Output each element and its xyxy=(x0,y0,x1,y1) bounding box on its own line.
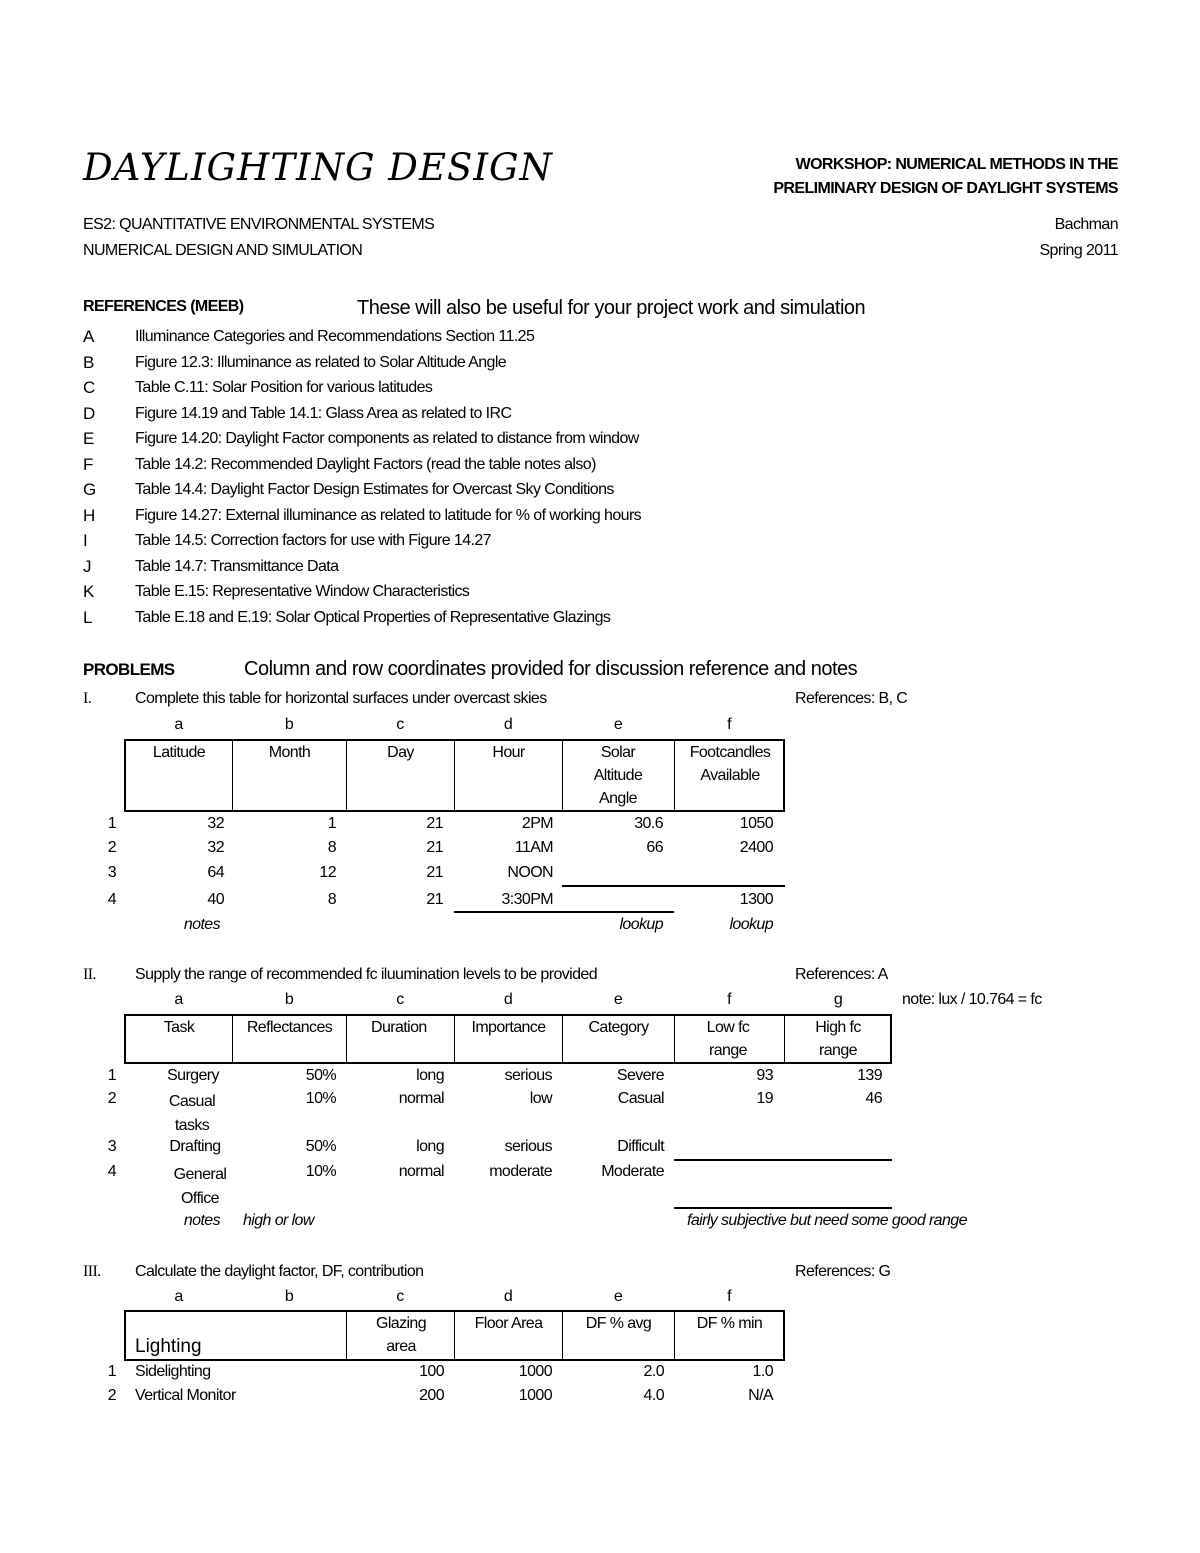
cell-day: 21 xyxy=(426,815,443,832)
cell-task: Casual tasks xyxy=(168,1093,216,1134)
cell-reflectances: 10% xyxy=(305,1163,336,1180)
references-note: These will also be useful for your project work and simulation xyxy=(357,297,866,319)
cell-category: Severe xyxy=(616,1067,664,1084)
reference-text: Table 14.5: Correction factors for use with Figure 14.27 xyxy=(135,532,491,549)
cell-importance: serious xyxy=(504,1067,552,1084)
row-number: 3 xyxy=(107,864,116,881)
column-letter: d xyxy=(503,1288,513,1305)
column-letter: f xyxy=(727,991,731,1008)
column-letter: b xyxy=(284,1288,294,1305)
problem-1-text: Complete this table for horizontal surfaces under overcast skies xyxy=(135,690,547,707)
reference-letter: F xyxy=(83,455,94,474)
answer-line xyxy=(674,1207,892,1209)
cell-day: 21 xyxy=(426,891,443,908)
cell-duration: long xyxy=(416,1138,444,1155)
cell-task: Surgery xyxy=(167,1067,219,1084)
column-letter: c xyxy=(396,716,404,733)
row-number: 2 xyxy=(107,1090,116,1107)
instructor-name: Bachman xyxy=(1054,216,1118,233)
column-letter: b xyxy=(284,991,294,1008)
notes-label: notes xyxy=(183,916,220,933)
reference-letter: K xyxy=(83,582,95,601)
reference-text: Table 14.4: Daylight Factor Design Estimates for Overcast Sky Conditions xyxy=(135,481,614,498)
row-number: 1 xyxy=(107,815,116,832)
cell-df-avg: 2.0 xyxy=(643,1363,664,1380)
cell-latitude: 64 xyxy=(207,864,224,881)
cell-task: General Office xyxy=(173,1166,227,1207)
reference-text: Illuminance Categories and Recommendations Section 11.25 xyxy=(135,328,535,345)
cell-month: 12 xyxy=(319,864,336,881)
answer-line xyxy=(454,911,674,913)
problem-2-references: References: A xyxy=(795,966,888,983)
cell-df-min: 1.0 xyxy=(752,1363,773,1380)
column-letter: d xyxy=(503,716,513,733)
column-letter: b xyxy=(284,716,294,733)
divider xyxy=(346,1311,347,1360)
cell-high-fc: 139 xyxy=(857,1067,882,1084)
problem-1-references: References: B, C xyxy=(795,690,908,707)
course-name-line2: NUMERICAL DESIGN AND SIMULATION xyxy=(83,242,363,259)
cell-duration: long xyxy=(416,1067,444,1084)
header-latitude: Latitude xyxy=(152,744,206,761)
cell-solar-altitude: 30.6 xyxy=(634,815,663,832)
reference-letter: I xyxy=(83,531,88,550)
cell-reflectances: 50% xyxy=(305,1067,336,1084)
header-floor-area: Floor Area xyxy=(474,1315,543,1332)
header-importance: Importance xyxy=(471,1019,546,1036)
column-letter: a xyxy=(174,1288,183,1305)
course-name-line1: ES2: QUANTITATIVE ENVIRONMENTAL SYSTEMS xyxy=(83,216,435,233)
cell-glazing-area: 100 xyxy=(419,1363,444,1380)
problem-3-references: References: G xyxy=(795,1263,891,1280)
header-reflectances: Reflectances xyxy=(246,1019,333,1036)
reference-text: Figure 14.20: Daylight Factor components as related to distance from window xyxy=(135,430,639,447)
reference-letter: J xyxy=(83,557,92,576)
answer-line xyxy=(674,1159,892,1161)
cell-df-avg: 4.0 xyxy=(643,1387,664,1404)
divider xyxy=(674,740,675,811)
divider xyxy=(562,740,563,811)
reference-text: Figure 12.3: Illuminance as related to Solar Altitude Angle xyxy=(135,354,507,371)
problems-note: Column and row coordinates provided for discussion reference and notes xyxy=(244,658,858,680)
reference-text: Table 14.7: Transmittance Data xyxy=(135,558,339,575)
reference-letter: G xyxy=(83,480,97,499)
page-title: DAYLIGHTING DESIGN xyxy=(83,146,553,189)
cell-hour: 3:30PM xyxy=(501,891,553,908)
header-task: Task xyxy=(163,1019,195,1036)
reference-letter: C xyxy=(83,378,96,397)
references-heading: REFERENCES (MEEB) xyxy=(83,298,244,315)
note-reflectance: high or low xyxy=(243,1212,314,1229)
reference-letter: E xyxy=(83,429,95,448)
reference-text: Figure 14.19 and Table 14.1: Glass Area as related to IRC xyxy=(135,405,512,422)
cell-importance: serious xyxy=(504,1138,552,1155)
cell-hour: 11AM xyxy=(514,839,553,856)
column-letter: e xyxy=(613,991,623,1008)
column-letter: e xyxy=(613,716,623,733)
divider xyxy=(674,1015,675,1063)
cell-footcandles: 2400 xyxy=(739,839,773,856)
problem-2-number: II. xyxy=(83,966,96,983)
header-category: Category xyxy=(588,1019,649,1036)
row-number: 4 xyxy=(107,891,116,908)
cell-floor-area: 1000 xyxy=(518,1387,552,1404)
note-lookup: lookup xyxy=(619,916,663,933)
cell-footcandles: 1300 xyxy=(739,891,773,908)
problem-2-text: Supply the range of recommended fc iluumination levels to be provided xyxy=(135,966,598,983)
row-number: 4 xyxy=(107,1163,116,1180)
cell-lighting: Vertical Monitor xyxy=(135,1387,236,1404)
cell-hour: 2PM xyxy=(521,815,553,832)
header-high-fc-range: High fc range xyxy=(815,1019,861,1059)
answer-line xyxy=(562,885,785,887)
conversion-note: note: lux / 10.764 = fc xyxy=(902,991,1042,1008)
header-hour: Hour xyxy=(492,744,525,761)
header-lighting: Lighting xyxy=(135,1336,202,1357)
cell-footcandles: 1050 xyxy=(739,815,773,832)
header-footcandles-available: Footcandles Available xyxy=(689,744,771,784)
cell-reflectances: 50% xyxy=(305,1138,336,1155)
header-duration: Duration xyxy=(371,1019,427,1036)
cell-latitude: 32 xyxy=(207,815,224,832)
row-number: 1 xyxy=(107,1363,116,1380)
column-letter: a xyxy=(174,716,183,733)
cell-month: 1 xyxy=(327,815,336,832)
note-range: fairly subjective but need some good range xyxy=(687,1212,967,1229)
cell-month: 8 xyxy=(327,891,336,908)
reference-letter: H xyxy=(83,506,96,525)
row-number: 1 xyxy=(107,1067,116,1084)
problems-heading: PROBLEMS xyxy=(83,660,175,679)
cell-glazing-area: 200 xyxy=(419,1387,444,1404)
cell-floor-area: 1000 xyxy=(518,1363,552,1380)
workshop-title-line1: WORKSHOP: NUMERICAL METHODS IN THE xyxy=(795,156,1118,173)
reference-text: Table E.15: Representative Window Characteristics xyxy=(135,583,470,600)
cell-high-fc: 46 xyxy=(865,1090,882,1107)
header-df-avg: DF % avg xyxy=(585,1315,652,1332)
reference-letter: D xyxy=(83,404,96,423)
cell-latitude: 32 xyxy=(207,839,224,856)
cell-solar-altitude: 66 xyxy=(646,839,663,856)
cell-low-fc: 93 xyxy=(756,1067,773,1084)
cell-hour: NOON xyxy=(507,864,553,881)
notes-label: notes xyxy=(183,1212,220,1229)
cell-importance: moderate xyxy=(489,1163,552,1180)
cell-importance: low xyxy=(529,1090,552,1107)
reference-letter: A xyxy=(83,327,95,346)
header-day: Day xyxy=(387,744,414,761)
column-letter: f xyxy=(727,716,731,733)
row-number: 2 xyxy=(107,1387,116,1404)
cell-duration: normal xyxy=(398,1163,444,1180)
column-letter: a xyxy=(174,991,183,1008)
header-df-min: DF % min xyxy=(696,1315,763,1332)
reference-text: Table E.18 and E.19: Solar Optical Properties of Representative Glazings xyxy=(135,609,611,626)
cell-day: 21 xyxy=(426,864,443,881)
cell-category: Casual xyxy=(617,1090,664,1107)
header-solar-altitude-angle: Solar Altitude Angle xyxy=(593,744,643,807)
note-lookup: lookup xyxy=(729,916,773,933)
cell-month: 8 xyxy=(327,839,336,856)
reference-letter: L xyxy=(83,608,93,627)
reference-letter: B xyxy=(83,353,95,372)
reference-text: Table C.11: Solar Position for various latitudes xyxy=(135,379,433,396)
header-glazing-area: Glazing area xyxy=(375,1315,427,1355)
cell-task: Drafting xyxy=(169,1138,221,1155)
problem-3-text: Calculate the daylight factor, DF, contribution xyxy=(135,1263,424,1280)
cell-category: Difficult xyxy=(617,1138,664,1155)
workshop-title-line2: PRELIMINARY DESIGN OF DAYLIGHT SYSTEMS xyxy=(773,180,1118,197)
column-letter: c xyxy=(396,991,404,1008)
term: Spring 2011 xyxy=(1039,242,1118,259)
cell-low-fc: 19 xyxy=(756,1090,773,1107)
problem-3-number: III. xyxy=(83,1263,101,1280)
problem-1-number: I. xyxy=(83,690,92,707)
cell-day: 21 xyxy=(426,839,443,856)
cell-reflectances: 10% xyxy=(305,1090,336,1107)
column-letter: e xyxy=(613,1288,623,1305)
header-low-fc-range: Low fc range xyxy=(706,1019,750,1059)
column-letter: c xyxy=(396,1288,404,1305)
column-letter: g xyxy=(833,991,843,1008)
cell-df-min: N/A xyxy=(748,1387,773,1404)
cell-category: Moderate xyxy=(601,1163,664,1180)
column-letter: d xyxy=(503,991,513,1008)
row-number: 3 xyxy=(107,1138,116,1155)
cell-lighting: Sidelighting xyxy=(135,1363,211,1380)
cell-latitude: 40 xyxy=(207,891,224,908)
reference-text: Figure 14.27: External illuminance as related to latitude for % of working hours xyxy=(135,507,642,524)
row-number: 2 xyxy=(107,839,116,856)
column-letter: f xyxy=(727,1288,731,1305)
cell-duration: normal xyxy=(398,1090,444,1107)
header-month: Month xyxy=(268,744,311,761)
divider xyxy=(784,1015,785,1063)
reference-text: Table 14.2: Recommended Daylight Factors (read the table notes also) xyxy=(135,456,596,473)
